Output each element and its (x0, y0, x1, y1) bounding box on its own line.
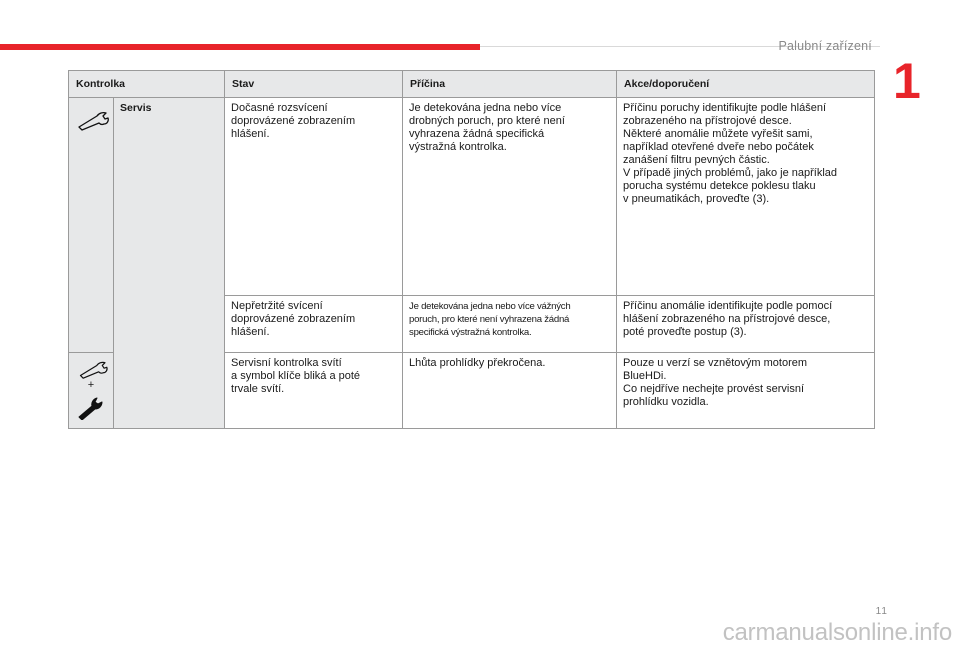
column-header-kontrolka: Kontrolka (69, 71, 225, 98)
service-label: Servis (120, 102, 152, 114)
row-1-akce: Příčinu poruchy identifikujte podle hlášení zobrazeného na přístrojové desce. Některé anomálie můžete vyřešit sami, například otevřené dveře nebo počátek zanášení filtru pevných částic. V případě jiných problémů, jako je například porucha systému detekce poklesu tlaku v pneumatikách, proveďte (3). (617, 98, 875, 296)
section-title: Palubní zařízení (778, 39, 872, 53)
plus-sign: + (87, 379, 95, 391)
column-header-stav: Stav (225, 71, 403, 98)
row-1-stav: Dočasné rozsvícení doprovázené zobrazením hlášení. (225, 98, 403, 296)
row-3-akce: Pouze u verzí se vznětovým motorem BlueHDi. Co nejdříve nechejte provést servisní prohlídku vozidla. (617, 353, 875, 429)
row-2-stav: Nepřetržité svícení doprovázené zobrazením hlášení. (225, 296, 403, 353)
table-row (69, 98, 875, 296)
row-1-pricina: Je detekována jedna nebo více drobných poruch, pro které není vyhrazena žádná specifická výstražná kontrolka. (403, 98, 617, 296)
service-outline-wrench-icon (75, 360, 115, 380)
column-header-akce: Akce/doporučení (617, 71, 875, 98)
row-2-akce: Příčinu anomálie identifikujte podle pomocí hlášení zobrazeného na přístrojové desce, poté proveďte postup (3). (617, 296, 875, 353)
page-number: 11 (875, 606, 888, 617)
row-2-pricina: Je detekována jedna nebo více vážných poruch, pro které není vyhrazena žádná specifická výstražná kontrolka. (403, 296, 617, 353)
row-3-pricina: Lhůta prohlídky překročena. (403, 353, 617, 429)
icon-cell-combined (69, 353, 114, 429)
header-accent-bar (0, 44, 480, 50)
icon-cell (69, 98, 114, 353)
column-header-pricina: Příčina (403, 71, 617, 98)
service-name-cell (114, 98, 225, 429)
warning-lights-table (68, 70, 875, 429)
service-solid-wrench-icon (76, 396, 106, 420)
row-3-stav: Servisní kontrolka svítí a symbol klíče bliká a poté trvale svítí. (225, 353, 403, 429)
watermark: carmanualsonline.info (722, 619, 952, 646)
chapter-number: 1 (893, 53, 921, 109)
table-header-row (69, 71, 875, 98)
service-outline-wrench-icon (75, 110, 115, 132)
